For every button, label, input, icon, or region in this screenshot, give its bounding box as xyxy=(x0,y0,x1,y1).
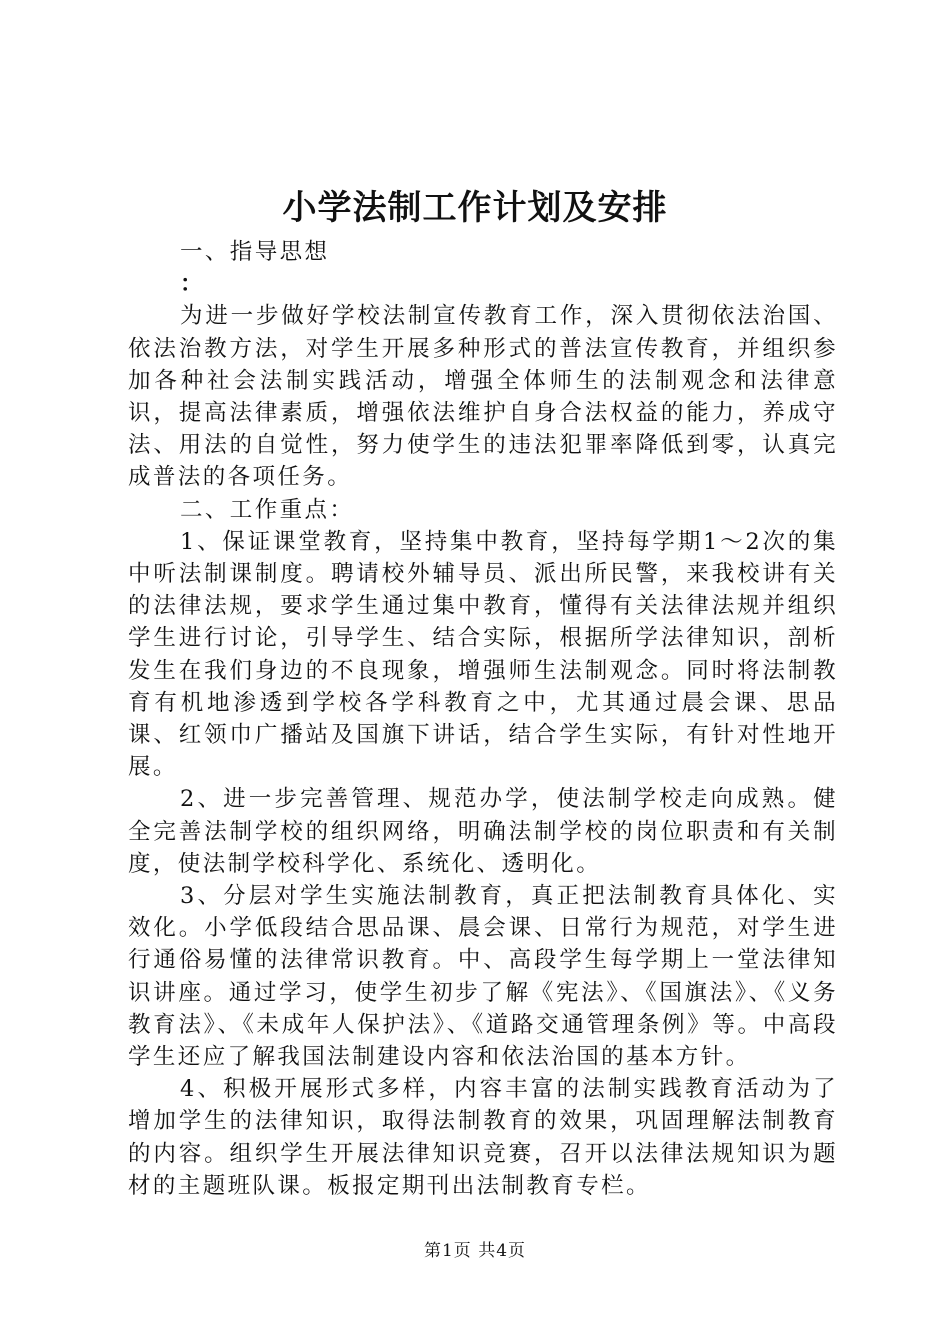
paragraph-item-3: 3、分层对学生实施法制教育，真正把法制教育具体化、实效化。小学低段结合思品课、晨会课、日常行为规范，对学生进行通俗易懂的法律常识教育。中、高段学生每学期上一堂法律知识讲座。通过学习，使学生初步了解《宪法》、《国旗法》、《义务教育法》、《未成年人保护法》、《道路交通管理条例》等。中高段学生还应了解我国法制建设内容和依法治国的基本方针。 xyxy=(128,883,838,1071)
document-title: 小学法制工作计划及安排 xyxy=(282,188,668,228)
document-body xyxy=(128,236,838,1202)
paragraph-item-4: 4、积极开展形式多样，内容丰富的法制实践教育活动为了增加学生的法律知识，取得法制教育的效果，巩固理解法制教育的内容。组织学生开展法律知识竞赛，召开以法律法规知识为题材的主题班队课。板报定期刊出法制教育专栏。 xyxy=(128,1076,838,1199)
paragraph-guiding-thought: 为进一步做好学校法制宣传教育工作，深入贯彻依法治国、依法治教方法，对学生开展多种形式的普法宣传教育，并组织参加各种社会法制实践活动，增强全体师生的法制观念和法律意识，提高法律素质，增强依法维护自身合法权益的能力，养成守法、用法的自觉性，努力使学生的违法犯罪率降低到零，认真完成普法的各项任务。 xyxy=(128,303,838,491)
section-heading-colon: ： xyxy=(180,271,205,298)
paragraph-item-1: 1、保证课堂教育，坚持集中教育，坚持每学期1～2次的集中听法制课制度。聘请校外辅导员、派出所民警，来我校讲有关的法律法规，要求学生通过集中教育，懂得有关法律法规并组织学生进行讨论，引导学生、结合实际，根据所学法律知识，剖析发生在我们身边的不良现象，增强师生法制观念。同时将法制教育有机地渗透到学校各学科教育之中，尤其通过晨会课、思品课、红领巾广播站及国旗下讲话，结合学生实际，有针对性地开展。 xyxy=(128,528,838,781)
paragraph-item-2: 2、进一步完善管理、规范办学，使法制学校走向成熟。健全完善法制学校的组织网络，明确法制学校的岗位职责和有关制度，使法制学校科学化、系统化、透明化。 xyxy=(128,786,838,877)
section-heading-work-focus: 二、工作重点： xyxy=(180,496,355,523)
page-number-footer: 第1页 共4页 xyxy=(423,1241,527,1261)
section-heading-guiding-thought: 一、指导思想 xyxy=(180,239,330,265)
